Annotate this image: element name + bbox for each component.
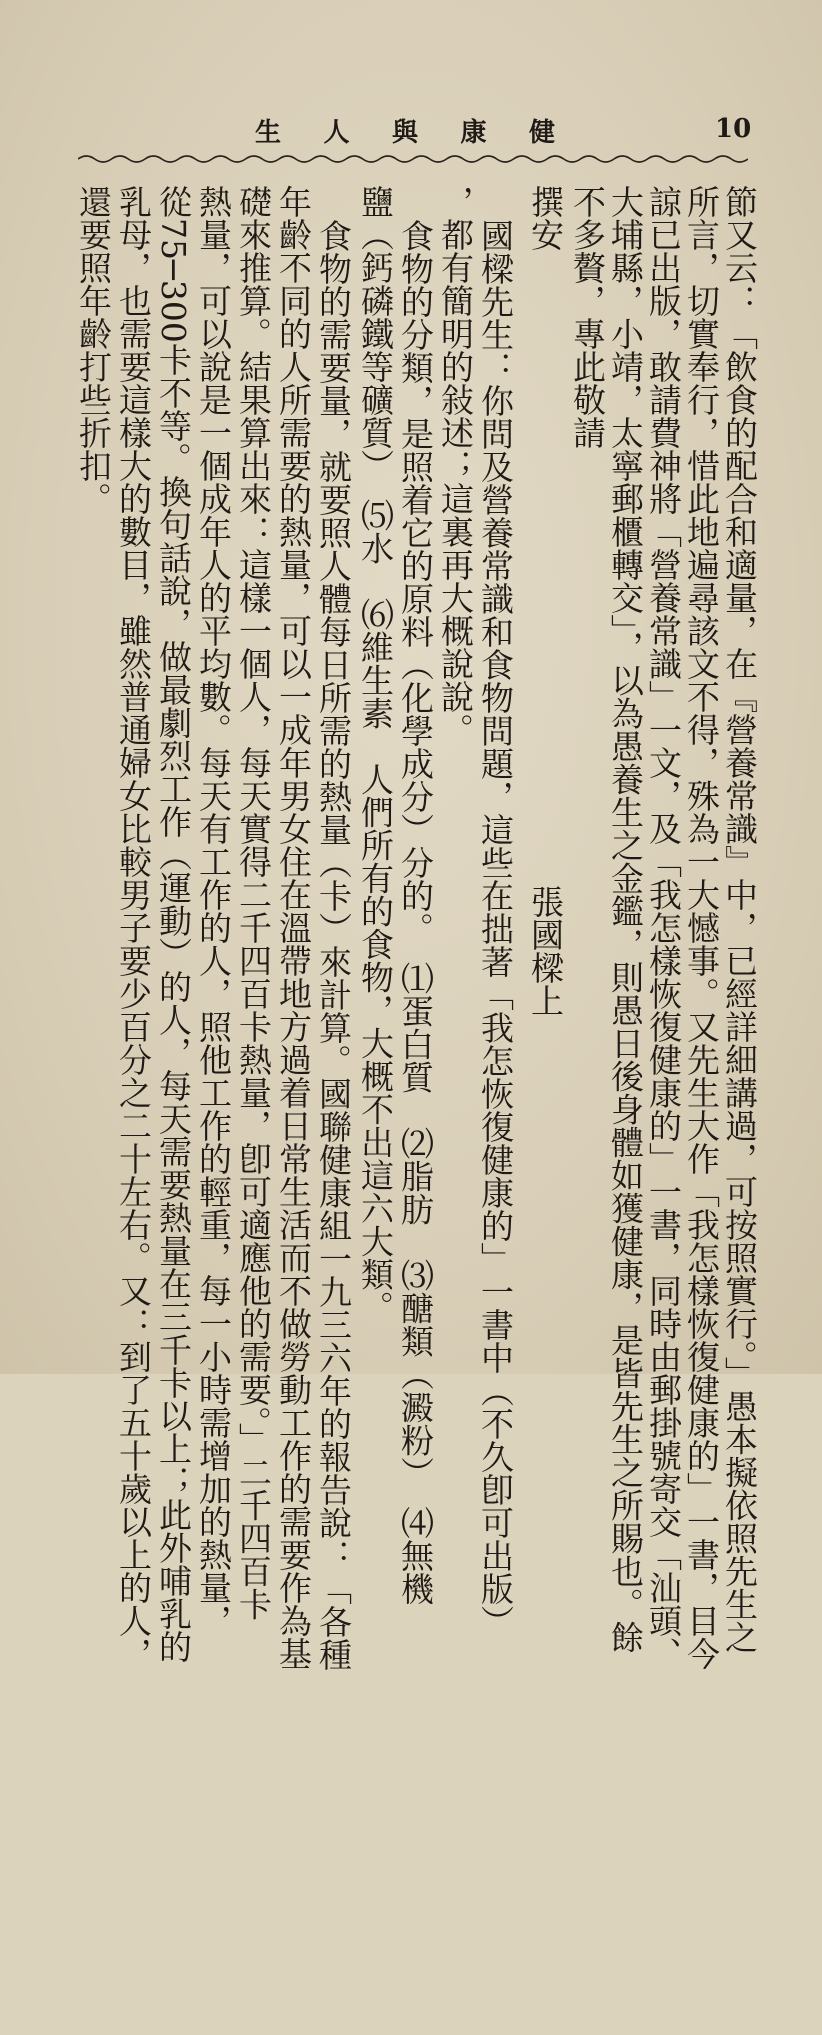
text-column: 所言，切實奉行，惜此地遍尋該文不得，殊為一大憾事。又先生大作「我怎樣恢復健康的」一書，目今 [682, 185, 721, 1670]
header-title-char: 與 [391, 118, 418, 148]
text-column: 鹽（鈣磷鐵等礦質） ⑸水 ⑹維生素 人們所有的食物，大概不出這六大類。 [356, 185, 395, 1324]
text-column: 國樑先生：你問及營養常識和食物問題，這些在拙著「我怎恢復健康的」一書中（不久卽可出版） [476, 219, 515, 1638]
header-title [255, 112, 555, 149]
text-column: 不多贅，專此敬請 [568, 185, 607, 449]
text-column: 從75─300卡不等。換句話說，做最劇烈工作（運動）的人，每天需要熱量在三千卡以上；此外哺乳的 [154, 185, 193, 1663]
header-title-char: 健 [528, 118, 555, 148]
header-title-char: 康 [460, 118, 487, 148]
text-column: 食物的分類，是照着它的原料（化學成分）分的。 ⑴蛋白質 ⑵脂肪 ⑶醣類（澱粉） ⑷無機 [396, 219, 435, 1605]
text-column: 礎來推算。結果算出來：這樣一個人，每天實得二千四百卡熱量，卽可適應他的需要。」二千四百卡 [234, 185, 273, 1621]
header-title-char: 人 [323, 118, 350, 148]
text-body [74, 185, 762, 1671]
text-column: 熱量，可以說是一個成年人的平均數。每天有工作的人，照他工作的輕重，每一小時需增加的熱量， [194, 185, 233, 1637]
text-column: 節又云：「飲食的配合和適量，在『營養常識』中，已經詳細講過，可按照實行。」愚本擬依照先生之 [720, 185, 759, 1654]
running-header [255, 112, 775, 152]
text-column: 食物的需要量，就要照人體每日所需的熱量（卡）來計算。國聯健康組一九三六年的報告說：「各種 [314, 219, 353, 1671]
text-column: 還要照年齡打些折扣。 [74, 185, 113, 515]
text-column: 年齡不同的人所需要的熱量，可以一成年男女住在溫帶地方過着日常生活而不做勞動工作的需要作為基 [274, 185, 313, 1670]
text-column: ，都有簡明的敍述；這裏再大概說說。 [436, 185, 475, 746]
text-column: 乳母，也需要這樣大的數目，雖然普通婦女比較男子要少百分之二十左右。又：到了五十歲以上的人， [114, 185, 153, 1670]
text-column: 撰安 [526, 185, 565, 251]
wavy-rule [78, 150, 748, 168]
header-title-char: 生 [255, 118, 282, 148]
text-column: 諒已出版，敢請費神將「營養常識」一文，及「我怎樣恢復健康的」一書，同時由郵掛號寄交「汕頭、 [644, 185, 683, 1670]
text-column: 大埔縣，小靖，太寧郵櫃轉交」，以為愚養生之金鑑，則愚日後身體如獲健康，是皆先生之所賜也。餘 [606, 185, 645, 1654]
signature: 張國樑上 [526, 885, 565, 1017]
page-number: 10 [715, 114, 752, 144]
